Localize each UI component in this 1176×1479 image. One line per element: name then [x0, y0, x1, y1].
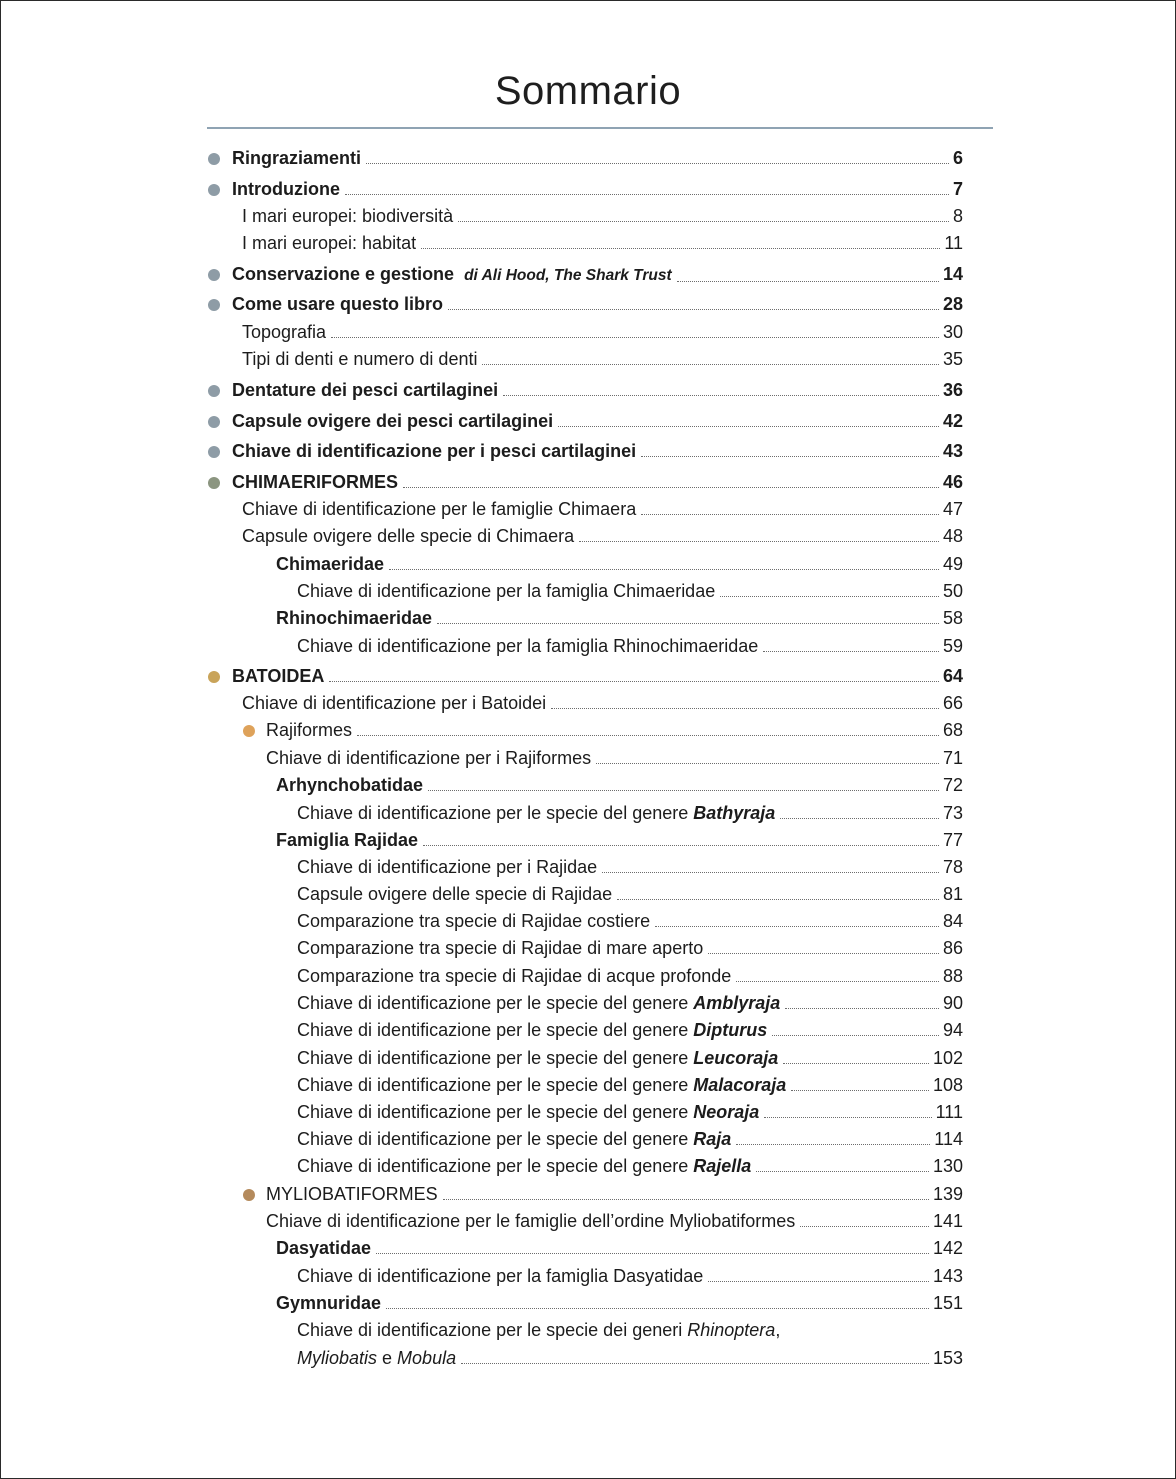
toc-entry[interactable] [242, 525, 963, 547]
leader-dots [421, 247, 940, 249]
toc-entry[interactable] [266, 719, 963, 741]
toc-entry-label [297, 910, 650, 932]
page-number: 11 [944, 233, 963, 253]
leader-dots [551, 707, 939, 709]
toc-entry[interactable] [232, 178, 963, 200]
toc-entry[interactable] [297, 883, 963, 905]
grey-section-bullet [208, 385, 220, 397]
leader-dots [458, 220, 949, 222]
toc-entry[interactable] [297, 910, 963, 932]
grey-section-bullet [208, 269, 220, 281]
toc-entry-label [276, 553, 384, 575]
page-number: 130 [932, 1156, 963, 1176]
grey-section-bullet [208, 446, 220, 458]
page-number: 111 [935, 1102, 963, 1122]
toc-entry-title: Chiave di identificazione per le specie del genere [297, 1020, 689, 1040]
toc-entry-title: Chiave di identificazione per le specie del genere [297, 1075, 689, 1095]
toc-entry[interactable] [276, 1237, 963, 1259]
toc-entry-suffix: , [775, 1320, 781, 1340]
toc-entry[interactable] [297, 1074, 963, 1096]
toc-entry-title: Chiave di identificazione per le famiglie dell’ordine Myliobatiformes [266, 1211, 796, 1231]
toc-entry-title: Famiglia Rajidae [276, 830, 419, 850]
toc-entry[interactable] [232, 471, 963, 493]
toc-entry-title: Comparazione tra specie di Rajidae costiere [297, 911, 651, 931]
page-number: 72 [942, 775, 963, 795]
toc-entry-label [297, 635, 758, 657]
page-number: 90 [942, 993, 963, 1013]
toc-entry[interactable] [266, 747, 963, 769]
title-rule [207, 127, 993, 129]
toc-entry[interactable] [266, 1183, 963, 1205]
toc-entry[interactable] [297, 965, 963, 987]
page-number: 151 [932, 1293, 963, 1313]
leader-dots [403, 486, 939, 488]
toc-entry-title: Introduzione [232, 179, 340, 199]
page-number: 108 [932, 1075, 963, 1095]
toc-entry-label [276, 829, 418, 851]
leader-dots [720, 595, 939, 597]
toc-entry[interactable] [297, 992, 963, 1014]
leader-dots [736, 980, 939, 982]
toc-entry-label [266, 1210, 795, 1232]
leader-dots [448, 308, 939, 310]
leader-dots [461, 1362, 929, 1364]
toc-entry-label [297, 1019, 767, 1041]
leader-dots [617, 898, 939, 900]
toc-entry[interactable] [297, 1047, 963, 1069]
page-number: 71 [942, 748, 963, 768]
toc-entry-label [242, 232, 416, 254]
toc-entry[interactable] [297, 1128, 963, 1150]
page-number: 77 [942, 830, 963, 850]
toc-entry-genus: Leucoraja [693, 1048, 779, 1068]
toc-entry[interactable] [232, 410, 963, 432]
toc-entry-label [232, 293, 443, 315]
toc-entry-label [297, 1101, 759, 1123]
page-number: 86 [942, 938, 963, 958]
leader-dots [764, 1116, 931, 1118]
toc-entry-label [232, 665, 324, 687]
toc-entry-title: Chiave di identificazione per i Batoidei [242, 693, 547, 713]
toc-entry-title: Topografia [242, 322, 327, 342]
leader-dots [708, 1280, 929, 1282]
leader-dots [503, 394, 939, 396]
toc-entry-title: Rajiformes [266, 720, 353, 740]
toc-entry[interactable] [276, 553, 963, 575]
page-number: 43 [942, 441, 963, 461]
leader-dots [428, 789, 939, 791]
page-number: 7 [952, 179, 963, 199]
grey-section-bullet [208, 416, 220, 428]
page-number: 50 [942, 581, 963, 601]
page-number: 47 [942, 499, 963, 519]
toc-entry-genus: Rhinoptera [687, 1320, 776, 1340]
toc-entry[interactable] [232, 440, 963, 462]
toc-entry[interactable] [297, 802, 963, 824]
brown-section-bullet [243, 1189, 255, 1201]
leader-dots [389, 568, 939, 570]
page-number: 35 [942, 349, 963, 369]
toc-entry[interactable] [276, 829, 963, 851]
toc-entry[interactable] [232, 665, 963, 687]
toc-entry[interactable] [242, 498, 963, 520]
toc-entry-title: MYLIOBATIFORMES [266, 1184, 438, 1204]
leader-dots [437, 622, 939, 624]
toc-entry-label [297, 992, 780, 1014]
page-number: 28 [942, 294, 963, 314]
toc-entry[interactable] [297, 580, 963, 602]
toc-entry-label [297, 965, 731, 987]
page-number: 102 [932, 1048, 963, 1068]
toc-entry-title: Chiave di identificazione per la famiglia Dasyatidae [297, 1266, 704, 1286]
page-number: 42 [942, 411, 963, 431]
toc-entry-title: Chiave di identificazione per i pesci cartilaginei [232, 441, 637, 461]
toc-entry-title: Chiave di identificazione per le specie dei generi [297, 1320, 683, 1340]
toc-entry-genus: Amblyraja [693, 993, 781, 1013]
toc-entry-label [266, 1183, 438, 1205]
page-number: 68 [942, 720, 963, 740]
page-number: 141 [932, 1211, 963, 1231]
green-section-bullet [208, 477, 220, 489]
toc-entry-label [232, 263, 672, 287]
toc-entry-label [297, 1074, 786, 1096]
toc-entry-title: CHIMAERIFORMES [232, 472, 398, 492]
toc-entry-title: Comparazione tra specie di Rajidae di mare aperto [297, 938, 704, 958]
leader-dots [800, 1225, 929, 1227]
toc-entry-label [297, 580, 715, 602]
leader-dots [708, 952, 939, 954]
toc-entry-label [276, 1237, 371, 1259]
page-number: 30 [942, 322, 963, 342]
toc-entry[interactable] [297, 1101, 963, 1123]
page-number: 66 [942, 693, 963, 713]
leader-dots [558, 425, 939, 427]
leader-dots [482, 363, 939, 365]
toc-entry[interactable] [232, 379, 963, 401]
page-number: 142 [932, 1238, 963, 1258]
toc-entry-title: Ringraziamenti [232, 148, 362, 168]
leader-dots [785, 1007, 939, 1009]
toc-entry-label [232, 440, 636, 462]
toc-entry[interactable] [266, 1210, 963, 1232]
page-number: 6 [952, 148, 963, 168]
toc-entry-genus: Bathyraja [693, 803, 776, 823]
toc-entry[interactable] [242, 232, 963, 254]
grey-section-bullet [208, 299, 220, 311]
gold-section-bullet [208, 671, 220, 683]
leader-dots [783, 1062, 929, 1064]
toc-entry-label [232, 410, 553, 432]
toc-entry-label [297, 1347, 456, 1369]
toc-entry-genus: Mobula [397, 1348, 457, 1368]
page-number: 139 [932, 1184, 963, 1204]
toc-entry-title: Chiave di identificazione per la famiglia Rhinochimaeridae [297, 636, 759, 656]
toc-entry-title: Dasyatidae [276, 1238, 372, 1258]
leader-dots [376, 1252, 929, 1254]
toc-entry-label [266, 719, 352, 741]
toc-entry[interactable] [297, 937, 963, 959]
toc-entry-title: Come usare questo libro [232, 294, 444, 314]
toc-entry-title: Chiave di identificazione per la famiglia Chimaeridae [297, 581, 716, 601]
toc-entry[interactable] [232, 263, 963, 287]
leader-dots [423, 844, 939, 846]
toc-entry-label [242, 321, 326, 343]
page-number: 153 [932, 1348, 963, 1368]
toc-entry-label [297, 1047, 778, 1069]
toc-entry-title: Capsule ovigere delle specie di Rajidae [297, 884, 613, 904]
toc-entry-label [242, 348, 477, 370]
toc-entry[interactable] [242, 348, 963, 370]
toc-entry-label [276, 607, 432, 629]
toc-entry-label [276, 774, 423, 796]
leader-dots [345, 193, 949, 195]
toc-entry-title: Chiave di identificazione per le specie del genere [297, 1048, 689, 1068]
toc-entry-title: Capsule ovigere delle specie di Chimaera [242, 526, 575, 546]
toc-entry-title: Chimaeridae [276, 554, 385, 574]
leader-dots [443, 1198, 929, 1200]
page-number: 73 [942, 803, 963, 823]
leader-dots [641, 513, 939, 515]
toc-entry-author [464, 267, 672, 284]
toc-entry-label [297, 1155, 751, 1177]
toc-entry-title: Arhynchobatidae [276, 775, 424, 795]
toc-entry[interactable] [297, 1265, 963, 1287]
page-number: 58 [942, 608, 963, 628]
toc-entry-genus: Dipturus [693, 1020, 768, 1040]
grey-section-bullet [208, 153, 220, 165]
toc-entry-title: Chiave di identificazione per le specie del genere [297, 1102, 689, 1122]
page-number: 94 [942, 1020, 963, 1040]
toc-entry-label [297, 1265, 703, 1287]
leader-dots [641, 455, 939, 457]
page-title: Sommario [494, 69, 682, 113]
toc-entry[interactable] [232, 293, 963, 315]
page-number: 14 [942, 264, 963, 284]
leader-dots [791, 1089, 929, 1091]
toc-entry-label [232, 178, 340, 200]
toc-entry-conjunction: e [377, 1348, 398, 1368]
page-number: 49 [942, 554, 963, 574]
toc-entry-label [297, 856, 597, 878]
page-number: 84 [942, 911, 963, 931]
toc-entry[interactable] [297, 856, 963, 878]
author-prefix: di Ali Hood, [464, 267, 550, 284]
toc-entry-title: Dentature dei pesci cartilaginei [232, 380, 499, 400]
toc-entry-title: Tipi di denti e numero di denti [242, 349, 478, 369]
toc-entry-title: Capsule ovigere dei pesci cartilaginei [232, 411, 554, 431]
toc-entry-genus: Myliobatis [297, 1348, 378, 1368]
toc-entry[interactable] [276, 774, 963, 796]
leader-dots [763, 650, 939, 652]
toc-entry-label [242, 498, 636, 520]
page-number: 64 [942, 666, 963, 686]
toc-entry-label [242, 692, 546, 714]
leader-dots [366, 162, 949, 164]
leader-dots [357, 734, 939, 736]
page-number: 36 [942, 380, 963, 400]
toc-entry[interactable] [242, 205, 963, 227]
page-number: 48 [942, 526, 963, 546]
toc-entry[interactable] [297, 1319, 780, 1341]
toc-entry-title: I mari europei: biodiversità [242, 206, 454, 226]
toc-entry-label [297, 1128, 731, 1150]
toc-entry[interactable] [276, 607, 963, 629]
toc-entry-title: Gymnuridae [276, 1293, 382, 1313]
toc-entry-title: Chiave di identificazione per i Rajidae [297, 857, 598, 877]
toc-entry-label [297, 802, 775, 824]
leader-dots [772, 1034, 939, 1036]
toc-entry[interactable] [297, 635, 963, 657]
page-number: 8 [952, 206, 963, 226]
toc-entry-label [266, 747, 591, 769]
toc-entry-label [232, 471, 398, 493]
toc-entry[interactable] [242, 321, 963, 343]
orange-section-bullet [243, 725, 255, 737]
page-number: 78 [942, 857, 963, 877]
toc-entry-title: Chiave di identificazione per le famiglie Chimaera [242, 499, 637, 519]
toc-entry-title: I mari europei: habitat [242, 233, 417, 253]
leader-dots [579, 540, 939, 542]
toc-entry-genus: Raja [693, 1129, 732, 1149]
toc-entry-title: Chiave di identificazione per le specie del genere [297, 803, 689, 823]
toc-entry-label [232, 379, 498, 401]
leader-dots [677, 280, 939, 282]
toc-entry[interactable] [276, 1292, 963, 1314]
leader-dots [386, 1307, 929, 1309]
toc-entry[interactable] [242, 692, 963, 714]
toc-entry-genus: Neoraja [693, 1102, 760, 1122]
toc-entry[interactable] [297, 1019, 963, 1041]
toc-entry-title: BATOIDEA [232, 666, 325, 686]
leader-dots [329, 680, 939, 682]
toc-entry-genus: Rajella [693, 1156, 752, 1176]
page-number: 46 [942, 472, 963, 492]
leader-dots [655, 925, 939, 927]
toc-entry[interactable] [297, 1155, 963, 1177]
toc-entry-label [242, 525, 574, 547]
toc-entry-title: Comparazione tra specie di Rajidae di acque profonde [297, 966, 732, 986]
toc-entry-label [297, 937, 703, 959]
toc-entry-title: Conservazione e gestione [232, 264, 455, 284]
toc-entry-label [297, 883, 612, 905]
leader-dots [780, 817, 939, 819]
page-number: 114 [934, 1129, 963, 1149]
leader-dots [756, 1170, 929, 1172]
page-number: 59 [942, 636, 963, 656]
toc-entry-label [242, 205, 453, 227]
toc-entry-title: Chiave di identificazione per i Rajiformes [266, 748, 592, 768]
leader-dots [331, 336, 939, 338]
page-number: 88 [942, 966, 963, 986]
toc-entry-title: Chiave di identificazione per le specie del genere [297, 1129, 689, 1149]
leader-dots [602, 871, 939, 873]
page-number: 81 [942, 884, 963, 904]
leader-dots [596, 762, 939, 764]
toc-entry-title: Rhinochimaeridae [276, 608, 433, 628]
toc-entry-title: Chiave di identificazione per le specie del genere [297, 993, 689, 1013]
page-number: 143 [932, 1266, 963, 1286]
toc-entry-genus: Malacoraja [693, 1075, 787, 1095]
grey-section-bullet [208, 184, 220, 196]
toc-entry[interactable] [297, 1347, 963, 1369]
toc-entry-label [232, 147, 361, 169]
author-name: The Shark Trust [553, 267, 672, 284]
toc-entry[interactable] [232, 147, 963, 169]
toc-entry-title: Chiave di identificazione per le specie del genere [297, 1156, 689, 1176]
leader-dots [736, 1143, 930, 1145]
toc-entry-label [276, 1292, 381, 1314]
